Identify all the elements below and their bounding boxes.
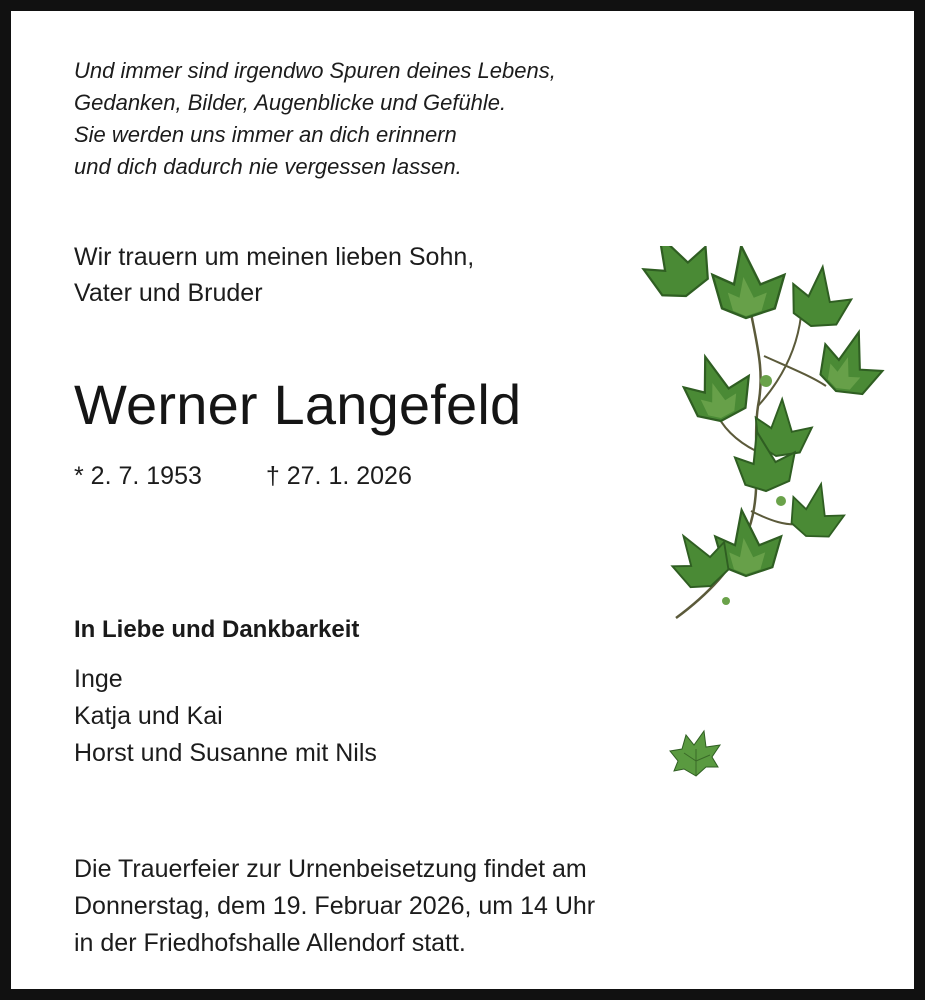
intro-line: Wir trauern um meinen lieben Sohn, bbox=[74, 243, 475, 271]
mourner-name: Horst und Susanne mit Nils bbox=[74, 739, 377, 767]
ceremony-line: Donnerstag, dem 19. Februar 2026, um 14 Uhr bbox=[74, 892, 596, 920]
ivy-vine-illustration bbox=[626, 246, 886, 626]
deceased-name: Werner Langefeld bbox=[74, 373, 522, 436]
intro-line: Vater und Bruder bbox=[74, 279, 263, 307]
memorial-quote bbox=[74, 55, 556, 183]
death-date: † 27. 1. 2026 bbox=[265, 462, 412, 490]
quote-line: Gedanken, Bilder, Augenblicke und Gefühle. bbox=[74, 90, 507, 115]
quote-line: Sie werden uns immer an dich erinnern bbox=[74, 122, 457, 147]
ceremony-line: in der Friedhofshalle Allendorf statt. bbox=[74, 929, 466, 957]
ivy-leaf-illustration bbox=[666, 721, 726, 781]
quote-line: und dich dadurch nie vergessen lassen. bbox=[74, 154, 462, 179]
mourner-name: Inge bbox=[74, 665, 123, 693]
quote-line: Und immer sind irgendwo Spuren deines Lebens, bbox=[74, 58, 556, 83]
mourners-list bbox=[74, 661, 377, 772]
mourners-heading: In Liebe und Dankbarkeit bbox=[74, 616, 360, 643]
mourning-intro bbox=[74, 239, 474, 311]
mourner-name: Katja und Kai bbox=[74, 702, 223, 730]
funeral-details bbox=[74, 851, 595, 962]
ceremony-line: Die Trauerfeier zur Urnenbeisetzung findet am bbox=[74, 855, 587, 883]
birth-date: * 2. 7. 1953 bbox=[74, 462, 202, 490]
life-dates bbox=[74, 459, 412, 493]
